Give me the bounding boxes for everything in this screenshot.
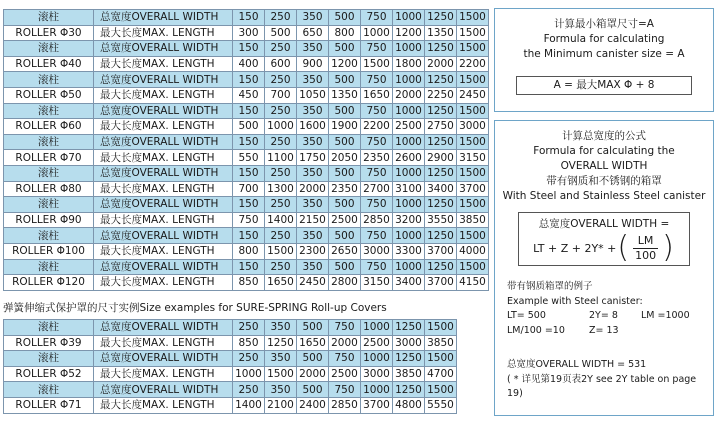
value-cell: 1250 [425,10,457,26]
value-cell: 2100 [265,397,297,413]
value-cell: 500 [329,197,361,213]
value-cell: 2800 [329,275,361,291]
value-cell: 850 [233,275,265,291]
table-row [4,134,489,150]
value-cell: 2350 [329,181,361,197]
value-cell: 1500 [425,320,457,336]
value-cell: 1500 [457,72,489,88]
value-cell: 1250 [265,335,297,351]
table-row [4,197,489,213]
value-cell: 1000 [393,41,425,57]
value-cell: 250 [233,382,265,398]
spring-caption: 弹簧伸缩式保护罩的尺寸实例Size examples for SURE-SPRING Roll-up Covers [3,302,387,314]
roller-cell: ROLLER Φ52 [4,366,94,382]
max-length-label: 最大长度MAX. LENGTH [94,366,233,382]
value-cell: 3100 [393,181,425,197]
table-row [4,150,489,166]
max-length-label: 最大长度MAX. LENGTH [94,181,233,197]
value-cell: 4800 [393,397,425,413]
min-panel-line3: the Minimum canister size = A [523,48,685,60]
value-cell: 750 [361,72,393,88]
value-cell: 350 [297,103,329,119]
value-cell: 1500 [457,41,489,57]
value-cell: 1500 [457,25,489,41]
table-row [4,87,489,103]
paren-open: ( [617,230,630,265]
value-cell: 3550 [425,212,457,228]
value-cell: 1000 [361,320,393,336]
overall-width-label: 总宽度OVERALL WIDTH [94,259,233,275]
max-length-label: 最大长度MAX. LENGTH [94,397,233,413]
table-row [4,119,489,135]
value-cell: 1650 [265,275,297,291]
value-cell: 3200 [393,212,425,228]
value-cell: 1250 [425,103,457,119]
value-cell: 750 [361,41,393,57]
roller-cell: ROLLER Φ100 [4,243,94,259]
roller-cell: ROLLER Φ40 [4,56,94,72]
value-cell: 350 [297,197,329,213]
overall-width-label: 总宽度OVERALL WIDTH [94,351,233,367]
value-cell: 1200 [329,56,361,72]
value-cell: 1350 [329,87,361,103]
min-formula-box: A = 最大MAX Φ + 8 [516,76,692,95]
value-cell: 3850 [393,366,425,382]
table-row [4,243,489,259]
value-cell: 2500 [361,335,393,351]
value-cell: 1000 [361,382,393,398]
value-cell: 1600 [297,119,329,135]
value-cell: 1250 [425,134,457,150]
roller-cell: 滚柱 [4,259,94,275]
table-row [4,259,489,275]
table-row [4,25,489,41]
value-cell: 3700 [457,181,489,197]
roller-cell: ROLLER Φ120 [4,275,94,291]
value-cell: 1500 [361,56,393,72]
value-cell: 700 [265,87,297,103]
value-cell: 500 [329,103,361,119]
value-cell: 1800 [393,56,425,72]
table-row [4,10,489,26]
roller-cell: 滚柱 [4,10,94,26]
value-cell: 1250 [393,351,425,367]
value-cell: 2850 [329,397,361,413]
value-cell: 300 [233,25,265,41]
value-cell: 1000 [361,25,393,41]
table-row [4,320,457,336]
table-row [4,228,489,244]
roller-cell: ROLLER Φ30 [4,25,94,41]
max-length-label: 最大长度MAX. LENGTH [94,150,233,166]
example-result: 总宽度OVERALL WIDTH = 531 [507,359,647,370]
value-cell: 1500 [457,197,489,213]
overall-width-label: 总宽度OVERALL WIDTH [94,41,233,57]
value-cell: 150 [233,10,265,26]
value-cell: 150 [233,134,265,150]
value-cell: 1000 [393,228,425,244]
value-cell: 1050 [297,87,329,103]
value-cell: 500 [329,259,361,275]
spring-spec-table [3,319,457,414]
example-empty [641,324,711,339]
value-cell: 650 [297,25,329,41]
example-grid [507,309,713,338]
value-cell: 350 [265,351,297,367]
overall-width-panel [494,120,714,416]
table-row [4,397,457,413]
value-cell: 450 [233,87,265,103]
value-cell: 2850 [361,212,393,228]
fraction-numerator: LM [633,234,659,249]
value-cell: 350 [297,228,329,244]
overall-width-label: 总宽度OVERALL WIDTH [94,10,233,26]
value-cell: 1250 [393,382,425,398]
value-cell: 1250 [425,259,457,275]
max-length-label: 最大长度MAX. LENGTH [94,25,233,41]
roller-cell: 滚柱 [4,165,94,181]
value-cell: 2200 [361,119,393,135]
value-cell: 3850 [425,335,457,351]
value-cell: 750 [361,103,393,119]
roller-cell: 滚柱 [4,134,94,150]
value-cell: 4150 [457,275,489,291]
roller-cell: 滚柱 [4,228,94,244]
value-cell: 3150 [361,275,393,291]
table-row [4,382,457,398]
width-panel-line5: With Steel and Stainless Steel canister [502,190,706,202]
roller-cell: ROLLER Φ70 [4,150,94,166]
value-cell: 1400 [265,212,297,228]
value-cell: 4000 [457,243,489,259]
value-cell: 350 [297,10,329,26]
value-cell: 1000 [393,197,425,213]
value-cell: 1000 [393,259,425,275]
formula-expression [519,230,689,265]
value-cell: 350 [297,41,329,57]
value-cell: 1500 [425,351,457,367]
table-row [4,56,489,72]
value-cell: 1250 [425,165,457,181]
value-cell: 750 [361,228,393,244]
overall-width-label: 总宽度OVERALL WIDTH [94,165,233,181]
overall-width-label: 总宽度OVERALL WIDTH [94,72,233,88]
table-row [4,351,457,367]
min-canister-panel [494,8,714,112]
value-cell: 250 [265,228,297,244]
value-cell: 1400 [233,397,265,413]
value-cell: 3700 [361,397,393,413]
value-cell: 1250 [425,197,457,213]
table-row [4,181,489,197]
value-cell: 350 [297,72,329,88]
value-cell: 1500 [265,366,297,382]
roller-cell: 滚柱 [4,41,94,57]
value-cell: 500 [329,41,361,57]
example-lm: LM =1000 [641,310,690,321]
value-cell: 750 [329,382,361,398]
max-length-label: 最大长度MAX. LENGTH [94,212,233,228]
value-cell: 750 [361,259,393,275]
value-cell: 2900 [425,150,457,166]
table-row [4,165,489,181]
value-cell: 1500 [457,259,489,275]
value-cell: 150 [233,259,265,275]
value-cell: 750 [361,197,393,213]
max-length-label: 最大长度MAX. LENGTH [94,87,233,103]
value-cell: 1000 [393,103,425,119]
value-cell: 1100 [265,150,297,166]
value-cell: 350 [297,134,329,150]
value-cell: 2000 [297,181,329,197]
value-cell: 2500 [329,212,361,228]
value-cell: 2300 [297,243,329,259]
value-cell: 1900 [329,119,361,135]
value-cell: 3150 [457,150,489,166]
value-cell: 1000 [233,366,265,382]
overall-width-label: 总宽度OVERALL WIDTH [94,228,233,244]
roller-cell: ROLLER Φ39 [4,335,94,351]
max-length-label: 最大长度MAX. LENGTH [94,56,233,72]
formula-left: LT + Z + 2Y* + [533,241,617,255]
value-cell: 350 [265,382,297,398]
value-cell: 800 [329,25,361,41]
value-cell: 350 [265,320,297,336]
overall-width-label: 总宽度OVERALL WIDTH [94,382,233,398]
value-cell: 3000 [457,119,489,135]
value-cell: 2000 [425,56,457,72]
value-cell: 350 [297,259,329,275]
value-cell: 3850 [457,212,489,228]
max-length-label: 最大长度MAX. LENGTH [94,335,233,351]
value-cell: 500 [329,134,361,150]
value-cell: 250 [265,72,297,88]
value-cell: 500 [297,382,329,398]
value-cell: 1650 [361,87,393,103]
example-note: ( * 详见第19页表2Y see 2Y table on page 19) [507,373,697,399]
overall-width-label: 总宽度OVERALL WIDTH [94,103,233,119]
value-cell: 350 [297,165,329,181]
value-cell: 3000 [361,243,393,259]
value-cell: 800 [233,243,265,259]
roller-cell: 滚柱 [4,103,94,119]
value-cell: 2700 [361,181,393,197]
value-cell: 150 [233,41,265,57]
value-cell: 1000 [265,119,297,135]
roller-cell: 滚柱 [4,197,94,213]
value-cell: 600 [265,56,297,72]
fraction-denominator: 100 [635,248,657,262]
value-cell: 500 [329,228,361,244]
value-cell: 1350 [425,25,457,41]
value-cell: 1250 [425,228,457,244]
example-section [495,280,713,402]
value-cell: 3000 [361,366,393,382]
max-length-label: 最大长度MAX. LENGTH [94,243,233,259]
value-cell: 500 [329,10,361,26]
min-panel-line2: Formula for calculating [543,33,665,45]
value-cell: 4700 [425,366,457,382]
value-cell: 2500 [393,119,425,135]
max-length-label: 最大长度MAX. LENGTH [94,275,233,291]
value-cell: 1500 [457,228,489,244]
value-cell: 700 [233,181,265,197]
value-cell: 750 [233,212,265,228]
value-cell: 1750 [297,150,329,166]
width-panel-line3: OVERALL WIDTH [560,160,648,172]
value-cell: 250 [265,197,297,213]
value-cell: 2600 [393,150,425,166]
value-cell: 2450 [457,87,489,103]
value-cell: 2000 [329,335,361,351]
roller-cell: 滚柱 [4,320,94,336]
value-cell: 1000 [393,134,425,150]
value-cell: 2750 [425,119,457,135]
value-cell: 1000 [361,351,393,367]
roller-cell: 滚柱 [4,72,94,88]
value-cell: 3400 [425,181,457,197]
value-cell: 500 [297,320,329,336]
value-cell: 1650 [297,335,329,351]
value-cell: 750 [361,165,393,181]
table-row [4,366,457,382]
value-cell: 3700 [425,275,457,291]
roller-cell: ROLLER Φ60 [4,119,94,135]
example-lm-100: LM/100 =10 [507,324,565,336]
roller-cell: ROLLER Φ71 [4,397,94,413]
value-cell: 1250 [425,72,457,88]
value-cell: 2450 [297,275,329,291]
overall-width-label: 总宽度OVERALL WIDTH [94,197,233,213]
roller-spec-table [3,9,489,291]
value-cell: 500 [233,119,265,135]
value-cell: 250 [233,320,265,336]
value-cell: 400 [233,56,265,72]
width-formula-box [518,212,690,266]
value-cell: 850 [233,335,265,351]
value-cell: 1250 [393,320,425,336]
value-cell: 2150 [297,212,329,228]
overall-width-label: 总宽度OVERALL WIDTH [94,134,233,150]
value-cell: 250 [265,259,297,275]
value-cell: 1000 [393,10,425,26]
table-row [4,41,489,57]
value-cell: 2050 [329,150,361,166]
formula-top: 总宽度OVERALL WIDTH = [538,218,670,230]
value-cell: 2650 [329,243,361,259]
value-cell: 500 [297,351,329,367]
value-cell: 1300 [265,181,297,197]
value-cell: 1000 [393,72,425,88]
value-cell: 750 [361,10,393,26]
width-panel-line2: Formula for calculating the [533,145,675,157]
value-cell: 150 [233,72,265,88]
fraction [630,234,661,263]
value-cell: 500 [329,165,361,181]
value-cell: 1500 [457,165,489,181]
value-cell: 2000 [297,366,329,382]
value-cell: 750 [329,351,361,367]
max-length-label: 最大长度MAX. LENGTH [94,119,233,135]
value-cell: 500 [329,72,361,88]
value-cell: 900 [297,56,329,72]
width-panel-line4: 带有钢质和不锈钢的箱罩 [546,175,662,187]
value-cell: 250 [265,41,297,57]
roller-cell: ROLLER Φ80 [4,181,94,197]
value-cell: 5550 [425,397,457,413]
value-cell: 150 [233,103,265,119]
value-cell: 2500 [329,366,361,382]
roller-cell: 滚柱 [4,351,94,367]
value-cell: 1500 [457,134,489,150]
paren-close: ) [662,230,674,265]
value-cell: 2400 [297,397,329,413]
value-cell: 2250 [425,87,457,103]
example-title-en: Example with Steel canister: [507,295,643,307]
value-cell: 250 [265,103,297,119]
value-cell: 750 [329,320,361,336]
example-lt: LT= 500 [507,310,546,321]
value-cell: 1500 [265,243,297,259]
example-2y: 2Y= 8 [589,310,618,321]
value-cell: 1500 [425,382,457,398]
value-cell: 1200 [393,25,425,41]
table-row [4,275,489,291]
value-cell: 250 [233,351,265,367]
value-cell: 1500 [457,103,489,119]
value-cell: 250 [265,165,297,181]
value-cell: 250 [265,134,297,150]
value-cell: 2200 [457,56,489,72]
value-cell: 500 [265,25,297,41]
roller-cell: ROLLER Φ50 [4,87,94,103]
value-cell: 150 [233,197,265,213]
table-row [4,103,489,119]
value-cell: 150 [233,228,265,244]
value-cell: 3000 [393,335,425,351]
value-cell: 3700 [425,243,457,259]
table-row [4,212,489,228]
value-cell: 2350 [361,150,393,166]
table-row [4,72,489,88]
value-cell: 1500 [457,10,489,26]
width-panel-line1: 计算总宽度的公式 [562,130,646,142]
value-cell: 550 [233,150,265,166]
value-cell: 150 [233,165,265,181]
example-title-cn: 带有钢质箱罩的例子 [507,281,593,292]
value-cell: 3300 [393,243,425,259]
value-cell: 250 [265,10,297,26]
example-z: Z= 13 [589,324,619,336]
value-cell: 2000 [393,87,425,103]
min-panel-line1: 计算最小箱罩尺寸=A [554,18,654,30]
value-cell: 1000 [393,165,425,181]
value-cell: 3400 [393,275,425,291]
overall-width-label: 总宽度OVERALL WIDTH [94,320,233,336]
roller-cell: ROLLER Φ90 [4,212,94,228]
table-row [4,335,457,351]
value-cell: 1250 [425,41,457,57]
roller-cell: 滚柱 [4,382,94,398]
value-cell: 750 [361,134,393,150]
